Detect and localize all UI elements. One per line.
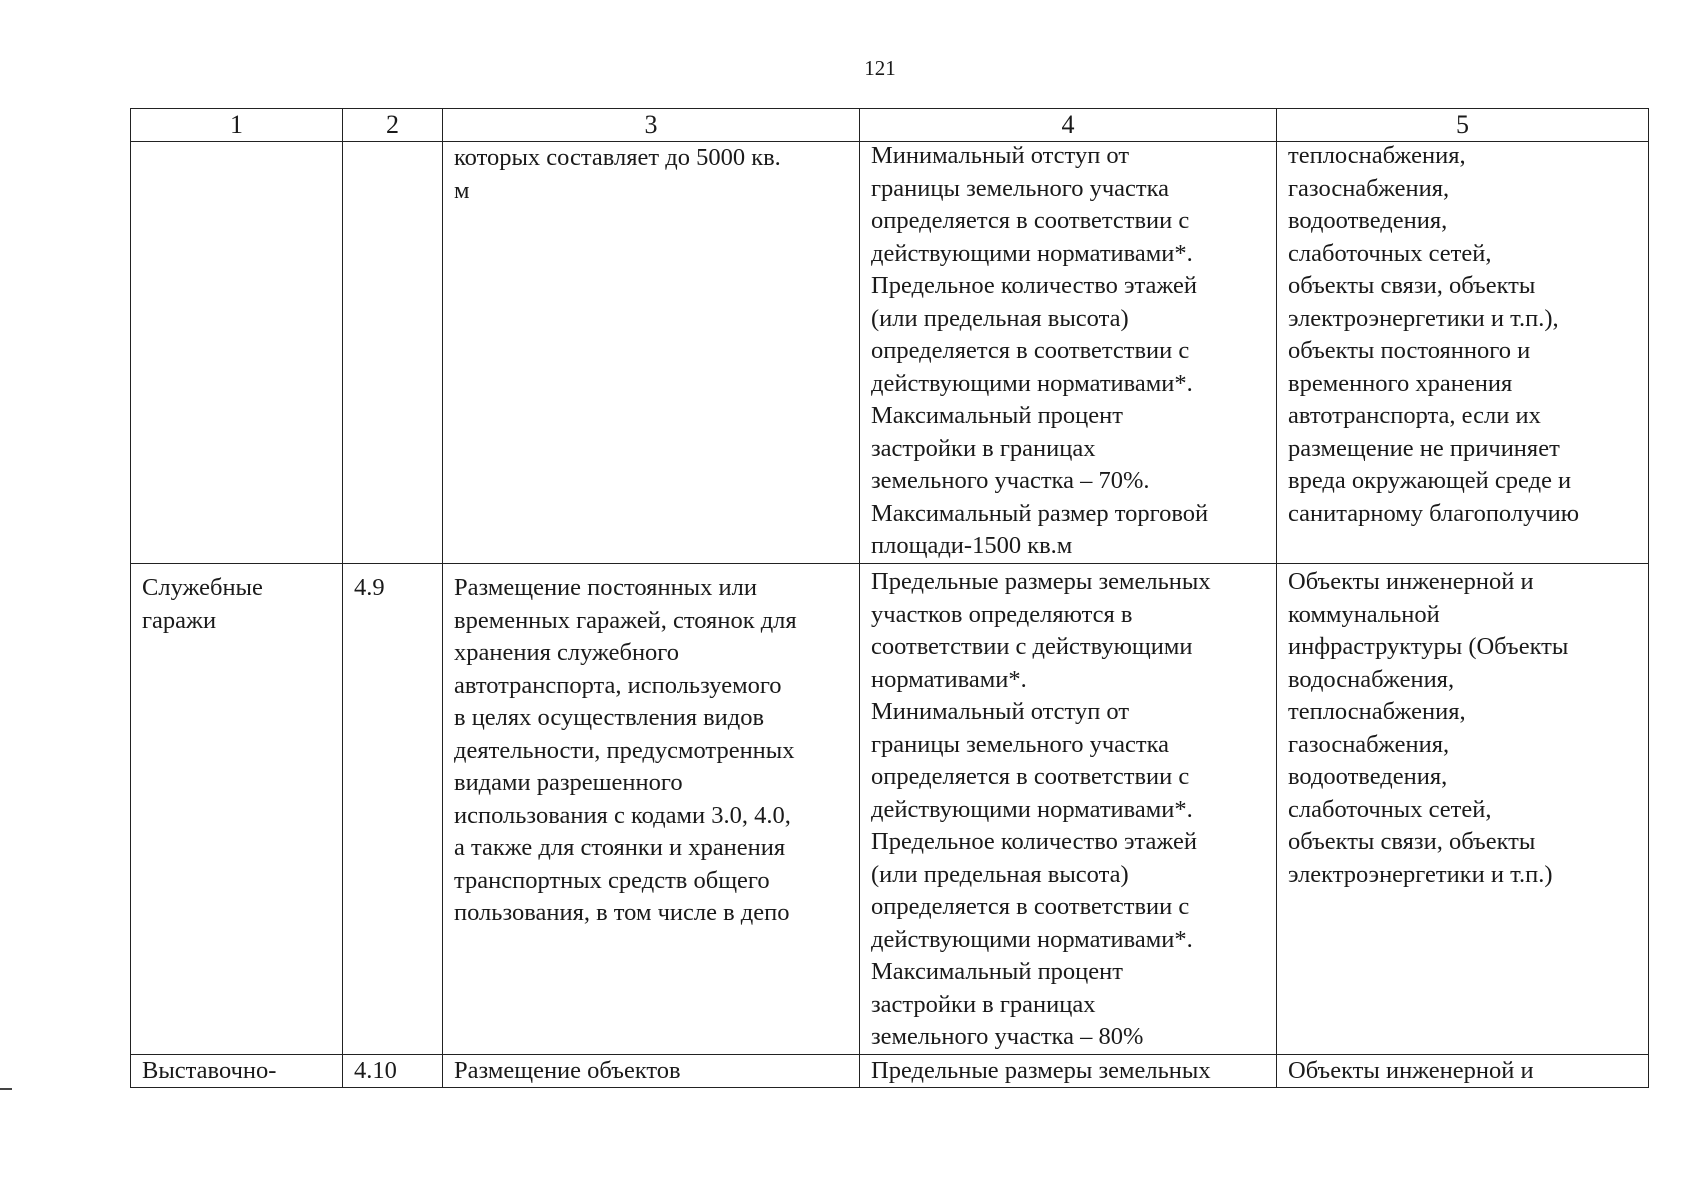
land-use-table (130, 108, 1649, 1088)
cell-use-code (343, 142, 443, 564)
cell-use-code: 4.10 (343, 1054, 443, 1088)
header-col-4: 4 (860, 109, 1277, 142)
cell-use-name: Выставочно- (131, 1054, 343, 1088)
header-col-3: 3 (443, 109, 860, 142)
margin-tick (0, 1088, 12, 1090)
page-number: 121 (864, 56, 896, 80)
table-row (131, 1054, 1649, 1088)
cell-use-name: Служебные гаражи (131, 564, 343, 1055)
cell-use-description: Размещение постоянных или временных гаражей, стоянок для хранения служебного автотранспорта, используемого в целях осуществления видов деятельности, предусмотренных видами разрешенного использования с кодами 3.0, 4.0, а также для стоянки и хранения транспортных средств общего пользования, в том числе в депо (443, 564, 860, 1055)
cell-use-name (131, 142, 343, 564)
table-row (131, 564, 1649, 1055)
cell-auxiliary-uses: теплоснабжения, газоснабжения, водоотведения, слаботочных сетей, объекты связи, объекты электроэнергетики и т.п.), объекты постоянного и временного хранения автотранспорта, если их размещение не причиняет вреда окружающей среде и санитарному благополучию (1277, 142, 1649, 564)
header-col-5: 5 (1277, 109, 1649, 142)
cell-auxiliary-uses: Объекты инженерной и коммунальной инфраструктуры (Объекты водоснабжения, теплоснабжения, газоснабжения, водоотведения, слаботочных сетей, объекты связи, объекты электроэнергетики и т.п.) (1277, 564, 1649, 1055)
table-row (131, 142, 1649, 564)
cell-use-description: Размещение объектов (443, 1054, 860, 1088)
cell-parameters: Предельные размеры земельных участков определяются в соответствии с действующими нормативами*. Минимальный отступ от границы земельного участка определяется в соответствии с действующими нормативами*. Предельное количество этажей (или предельная высота) определяется в соответствии с действующими нормативами*. Максимальный процент застройки в границах земельного участка – 80% (860, 564, 1277, 1055)
cell-use-description: которых составляет до 5000 кв. м (443, 142, 860, 564)
header-col-2: 2 (343, 109, 443, 142)
cell-parameters: Минимальный отступ от границы земельного участка определяется в соответствии с действующими нормативами*. Предельное количество этажей (или предельная высота) определяется в соответствии с действующими нормативами*. Максимальный процент застройки в границах земельного участка – 70%. Максимальный размер торговой площади-1500 кв.м (860, 142, 1277, 564)
header-col-1: 1 (131, 109, 343, 142)
cell-use-code: 4.9 (343, 564, 443, 1055)
cell-auxiliary-uses: Объекты инженерной и (1277, 1054, 1649, 1088)
table-header-row (131, 109, 1649, 142)
cell-parameters: Предельные размеры земельных (860, 1054, 1277, 1088)
